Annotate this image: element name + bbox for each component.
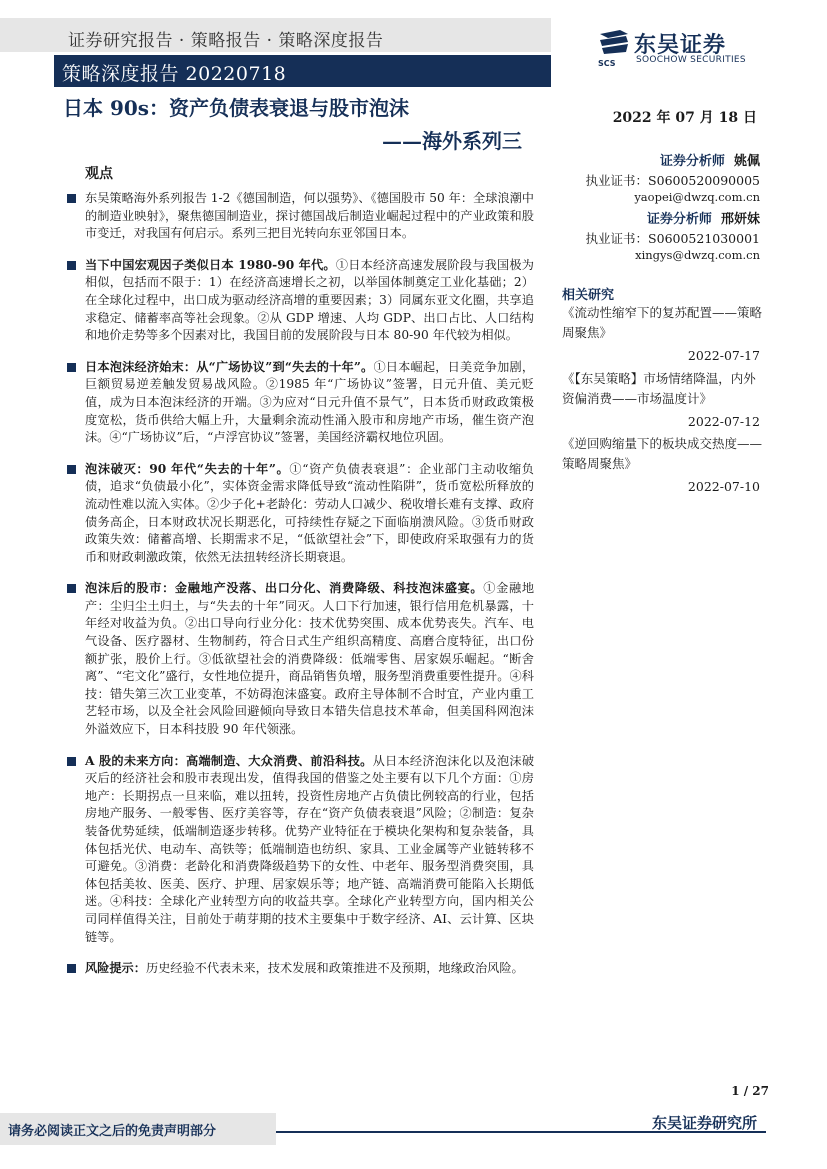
report-title: 日本 90s：资产负债表衰退与股市泡沫 (63, 96, 410, 120)
analyst-2-email[interactable]: xingys@dwzq.com.cn (635, 248, 760, 262)
related-item-date: 2022-07-12 (687, 414, 760, 429)
report-date: 2022 年 07 月 18 日 (612, 110, 757, 126)
report-subtitle: ——海外系列三 (382, 129, 522, 153)
list-item: A 股的未来方向：高端制造、大众消费、前沿科技。从日本经济泡沫化以及泡沫破灭后的经济社会和股市表现出发，值得我国的借鉴之处主要有以下几个方面：①房地产：长期拐点一旦来临，难以扭转，投资性房地产占负债比例较高的行业，包括房地产服务、一般零售、医疗美容等，存在“资产负债表衰退”风险；②制造：复杂装备优势延续，低端制造逐步转移。优势产业特征在于模块化架构和复杂装备，具体包括光伏、电动车、高铁等；低端制造也纺织、家具、工业金属等产业链转移不可避免。③消费：老龄化和消费降级趋势下的女性、中老年、服务型消费突围，具体包括美妆、医美、医疗、护理、居家娱乐等；地产链、高端消费可能陷入长期低迷。④科技：全球化产业转型方向的收益共享。全球化产业转型方向，国内相关公司同样值得关注，目前处于萌芽期的技术主要集中于数字经济、AI、云计算、区块链等。 (64, 753, 534, 947)
list-item: 风险提示：历史经验不代表未来，技术发展和政策推进不及预期，地缘政治风险。 (64, 960, 534, 978)
analyst-2-cert: 执业证书：S0600521030001 (585, 231, 760, 246)
logo-subtitle: SOOCHOW SECURITIES (636, 55, 746, 65)
bullet-square-icon (67, 465, 76, 474)
report-type: 策略深度报告 20220718 (62, 63, 287, 85)
bullet-square-icon (67, 261, 76, 270)
viewpoints-list (64, 190, 534, 992)
related-item-date: 2022-07-10 (687, 479, 760, 494)
related-item-title[interactable]: 《流动性缩窄下的复苏配置——策略周聚焦》 (562, 305, 763, 340)
related-research-heading: 相关研究 (562, 288, 615, 303)
list-item: 泡沫破灭：90 年代“失去的十年”。①“资产负债表衰退”：企业部门主动收缩负债，追求“负债最小化”，实体资金需求降低导致“流动性陷阱”，货币宽松所释放的流动性难以流入实体。②少子化+老龄化：劳动人口减少、税收增长难有支撑、政府债务高企，日本财政状况长期恶化，可持续性存疑之下面临崩溃风险。③货币财政政策失效：储蓄高增、长期需求不足，“低欲望社会”下，即使政府采取强有力的货币和财政刺激政策，依然无法扭转经济长期衰退。 (64, 461, 534, 567)
analyst-1-cert: 执业证书：S0600520090005 (585, 173, 760, 188)
bullet-square-icon (67, 584, 76, 593)
bullet-square-icon (67, 363, 76, 372)
logo-text: 东吴证券 (634, 33, 727, 58)
analyst-1-email[interactable]: yaopei@dwzq.com.cn (634, 190, 760, 204)
list-item: 日本泡沫经济始末：从“广场协议”到“失去的十年”。①日本崛起，日美竞争加剧，巨额贸易逆差触发贸易战风险。②1985 年“广场协议”签署，日元升值、美元贬值，成为日本泡沫经济的开端。③为应对“日元升值不景气”，日本货币财政政策极度宽松，货币供给大幅上升，大量剩余流动性涌入股市和房地产市场，催生资产泡沫。④“广场协议”后，“卢浮宫协议”签署，美国经济霸权地位巩固。 (64, 359, 534, 447)
footer-disclaimer: 请务必阅读正文之后的免责声明部分 (8, 1124, 217, 1139)
logo-badge: SCS (598, 59, 616, 68)
related-item-date: 2022-07-17 (687, 348, 760, 363)
list-item: 当下中国宏观因子类似日本 1980-90 年代。①日本经济高速发展阶段与我国极为相似，包括而不限于：1）在经济高速增长之初，以举国体制奠定工业化基础；2）在全球化过程中，出口成为驱动经济高增的重要因素；3）同属东亚文化圈，共享追求稳定、储蓄率高等社会现象。②从 GDP 增速、人均 GDP、出口占比、人口结构和地价走势等多个因素对比，我国目前的发展阶段与日本 80-90 年代较为相似。 (64, 257, 534, 345)
analyst-1-heading: 证券分析师 姚佩 (659, 154, 760, 169)
list-item: 泡沫后的股市：金融地产没落、出口分化、消费降级、科技泡沫盛宴。①金融地产：尘归尘土归土，与“失去的十年”同灭。人口下行加速，银行信用危机暴露，十年经对收益为负。②出口导向行业分化：技术优势突围、成本优势丧失。汽车、电气设备、医疗器材、生物制药，符合日式生产组织高精度、高磨合度特征，出口份额扩张，股价上行。③低欲望社会的消费降级：低端零售、居家娱乐崛起。“断舍离”、“宅文化”盛行，女性地位提升，商品销售负增，服务型消费重要性提升。④科技：错失第三次工业变革，不妨碍泡沫盛宴。政府主导体制不合时宜，产业内重工艺轻市场，以及全社会风险回避倾向导致日本错失信息技术革命，但美国科网泡沫外溢效应下，日本科技股 90 年代领涨。 (64, 580, 534, 738)
bullet-square-icon (67, 194, 76, 203)
related-item-title[interactable]: 《逆回购缩量下的板块成交热度——策略周聚焦》 (562, 436, 763, 471)
section-heading: 观点 (85, 166, 113, 182)
list-item: 东吴策略海外系列报告 1-2《德国制造，何以强势》、《德国股市 50 年：全球浪潮中的制造业映射》，聚焦德国制造业，探讨德国战后制造业崛起过程中的产业政策和股市变迁，对我国有何启示。系列三把目光转向东亚邻国日本。 (64, 190, 534, 243)
bullet-square-icon (67, 757, 76, 766)
related-item-title[interactable]: 《【东吴策略】市场情绪降温，内外资偏消费——市场温度计》 (562, 371, 756, 406)
analyst-2-heading: 证券分析师 邢妍妹 (646, 212, 760, 227)
report-category: 证券研究报告 · 策略报告 · 策略深度报告 (68, 31, 384, 51)
page-number: 1 / 27 (731, 1084, 769, 1098)
bullet-square-icon (67, 964, 76, 973)
footer-organization: 东吴证券研究所 (651, 1114, 757, 1132)
